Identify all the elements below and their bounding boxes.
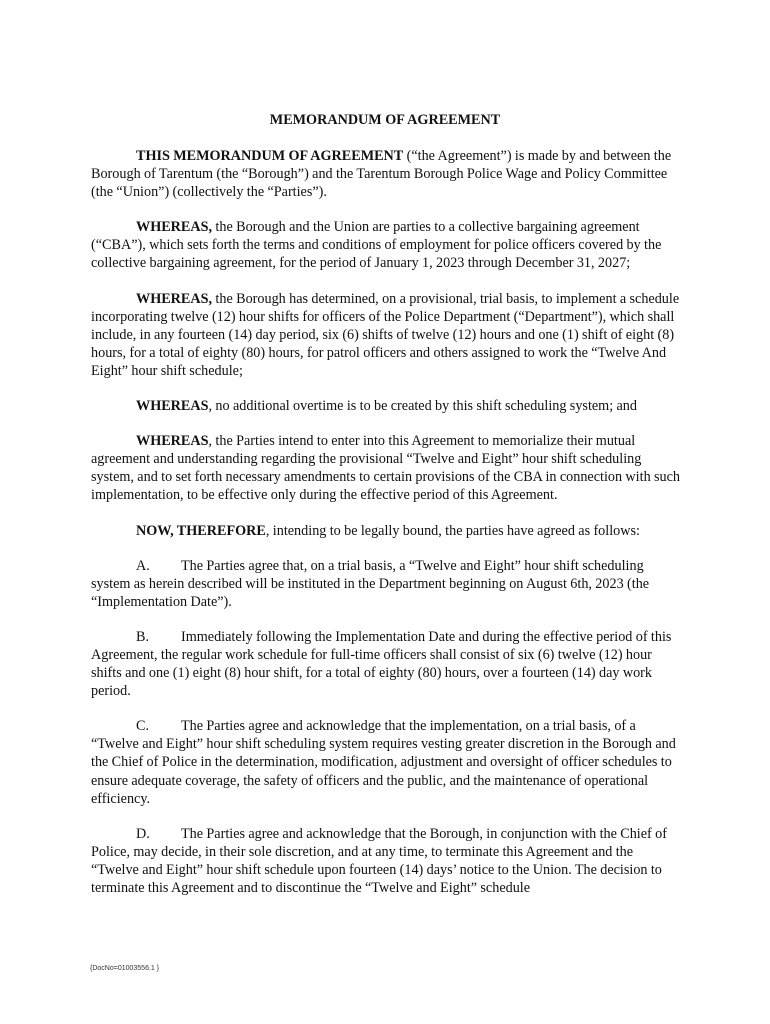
now-therefore-text: , intending to be legally bound, the parties have agreed as follows:: [265, 522, 640, 539]
item-label: B.: [136, 628, 150, 645]
agreement-item-d: [91, 825, 683, 897]
intro-paragraph: [91, 147, 683, 201]
whereas-lead: WHEREAS: [136, 433, 209, 450]
intro-text: (“the Agreement”) is made by and between the Borough of Tarentum (the “Borough”) and the Tarentum Borough Police Wage and Policy Committee (the “Union”) (collectively the “Parties”).: [91, 148, 672, 201]
whereas-paragraph-1: [91, 218, 683, 272]
whereas-paragraph-2: [91, 290, 683, 380]
document-title: MEMORANDUM OF AGREEMENT: [269, 112, 501, 128]
document-footer-docno: {DocNo=01003556.1 }: [90, 965, 160, 972]
item-label: D.: [136, 825, 150, 842]
whereas-lead: WHEREAS,: [136, 219, 213, 236]
whereas-text: , the Parties intend to enter into this Agreement to memorialize their mutual agreement and understanding regarding the provisional “Twelve and Eight” hour shift scheduling system, and to set forth necessary amendments to certain provisions of the CBA in connection with such implementation, to be effective only during the effective period of this Agreement.: [91, 433, 681, 504]
now-therefore-lead: NOW, THEREFORE: [136, 522, 266, 539]
whereas-text: the Borough has determined, on a provisional, trial basis, to implement a schedule incorporating twelve (12) hour shifts for officers of the Police Department (“Department”), which shall include, in any fourteen (14) day period, six (6) shifts of twelve (12) hours and one (1) shift of eight (8) hours, for a total of eighty (80) hours, for patrol officers and others assigned to work the “Twelve And Eight” hour shift schedule;: [91, 290, 680, 379]
whereas-text: the Borough and the Union are parties to a collective bargaining agreement (“CBA”), which sets forth the terms and conditions of employment for police officers covered by the collective bargaining agreement, for the period of January 1, 2023 through December 31, 2027;: [91, 219, 662, 272]
intro-lead: THIS MEMORANDUM OF AGREEMENT: [136, 148, 404, 164]
item-text: Immediately following the Implementation Date and during the effective period of this Agreement, the regular work schedule for full-time officers shall consist of six (6) twelve (12) hour shifts and one (1) eight (8) hour shift, for a total of eighty (80) hours, over a fourteen (14) day work period.: [91, 628, 672, 700]
item-label: C.: [136, 718, 150, 735]
item-text: The Parties agree and acknowledge that the implementation, on a trial basis, of a “Twelve and Eight” hour shift scheduling system requires vesting greater discretion in the Borough and the Chief of Police in the determination, modification, adjustment and oversight of officer schedules to ensure adequate coverage, the safety of officers and the public, and the maintenance of operational efficiency.: [91, 718, 676, 807]
item-label: A.: [136, 557, 150, 574]
agreement-item-c: [91, 717, 683, 807]
now-therefore-paragraph: [91, 522, 683, 540]
whereas-lead: WHEREAS,: [136, 290, 213, 307]
whereas-paragraph-3: [91, 397, 683, 415]
agreement-item-a: [91, 557, 683, 611]
item-text: The Parties agree and acknowledge that the Borough, in conjunction with the Chief of Police, may decide, in their sole discretion, and at any time, to terminate this Agreement and the “Twelve and Eight” hour shift schedule upon fourteen (14) days’ notice to the Union. The decision to terminate this Agreement and to discontinue the “Twelve and Eight” schedule: [91, 825, 667, 896]
item-text: The Parties agree that, on a trial basis, a “Twelve and Eight” hour shift scheduling system as herein described will be instituted in the Department beginning on August 6th, 2023 (the “Implementation Date”).: [91, 557, 650, 610]
document-body: [91, 147, 683, 914]
agreement-item-b: [91, 628, 683, 700]
whereas-lead: WHEREAS: [136, 398, 209, 415]
whereas-paragraph-4: [91, 432, 683, 504]
whereas-text: , no additional overtime is to be created by this shift scheduling system; and: [208, 398, 637, 415]
